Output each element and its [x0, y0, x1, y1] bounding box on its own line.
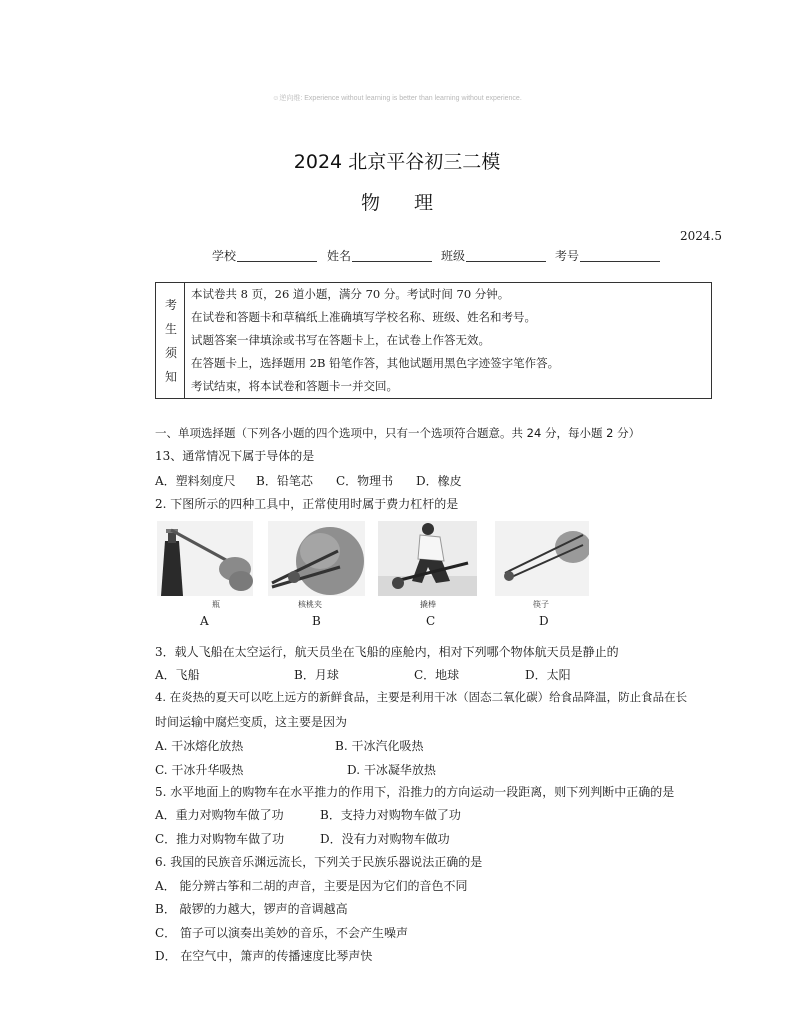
notice-line: 在答题卡上，选择题用 2B 铅笔作答，其他试题用黑色字迹签字笔作答。	[191, 356, 560, 370]
notice-line: 在试卷和答题卡和草稿纸上准确填写学校名称、班级、姓名和考号。	[191, 310, 536, 324]
q5-option-b: B．支持力对购物车做了功	[320, 808, 461, 822]
school-label: 学校	[212, 249, 237, 263]
question-1-stem: 13、通常情况下属于导体的是	[155, 449, 315, 463]
q1-option-a: A．塑料刻度尺	[155, 474, 236, 488]
section-heading: 一、单项选择题（下列各小题的四个选项中，只有一个选项符合题意。共 24 分，每小题 2 分）	[155, 426, 641, 440]
caption-crowbar: 撬棒	[420, 600, 436, 609]
bottle-opener-photo	[157, 521, 253, 596]
question-5-stem: 5. 水平地面上的购物车在水平推力的作用下，沿推力的方向运动一段距离，则下列判断中正确的是	[155, 785, 675, 799]
question-6-stem: 6. 我国的民族音乐渊远流长，下列关于民族乐器说法正确的是	[155, 855, 483, 869]
q4-option-c: C. 干冰升华吸热	[155, 763, 244, 777]
q4-option-d: D. 干冰凝华放热	[347, 763, 436, 777]
exam-no-field[interactable]	[555, 247, 660, 264]
name-blank[interactable]	[352, 249, 432, 262]
q1-option-c: C．物理书	[336, 474, 394, 488]
class-blank[interactable]	[466, 249, 546, 262]
subject-title: 物理	[360, 192, 467, 214]
name-label: 姓名	[327, 249, 352, 263]
q4-option-b: B. 干冰汽化吸热	[335, 739, 424, 753]
caption-bottle-opener: 瓶	[212, 600, 220, 609]
school-blank[interactable]	[237, 249, 317, 262]
notice-side-label	[156, 283, 185, 398]
label-a: A	[200, 614, 209, 628]
label-d: D	[539, 614, 549, 628]
notice-side-char: 生	[165, 322, 178, 336]
exam-no-blank[interactable]	[580, 249, 660, 262]
watermark: ☺逆向维: Experience without learning is better than learning without experience.	[272, 95, 522, 102]
chopsticks-photo	[495, 521, 589, 596]
page-title: 2024 北京平谷初三二模	[293, 151, 501, 173]
nutcracker-photo	[268, 521, 365, 596]
question-2-stem: 2. 下图所示的四种工具中，正常使用时属于费力杠杆的是	[155, 497, 459, 511]
label-b: B	[312, 614, 321, 628]
q4-option-a: A. 干冰熔化放热	[155, 739, 244, 753]
q6-option-b: B． 敲锣的力越大，锣声的音调越高	[155, 902, 348, 916]
q1-option-d: D．橡皮	[416, 474, 462, 488]
q5-option-d: D．没有力对购物车做功	[320, 832, 450, 846]
label-c: C	[426, 614, 436, 628]
name-field[interactable]	[327, 247, 432, 264]
q3-option-b: B．月球	[294, 668, 339, 682]
question-4-stem-line2: 时间运输中腐烂变质，这主要是因为	[155, 715, 348, 729]
class-field[interactable]	[441, 247, 546, 264]
q6-option-a: A． 能分辨古筝和二胡的声音，主要是因为它们的音色不同	[155, 879, 468, 893]
caption-chopsticks: 筷子	[533, 600, 549, 609]
notice-side-char: 知	[165, 370, 178, 384]
question-3-stem: 3．载人飞船在太空运行，航天员坐在飞船的座舱内，相对下列哪个物体航天员是静止的	[155, 645, 619, 659]
notice-line: 考试结束，将本试卷和答题卡一并交回。	[191, 379, 398, 393]
q1-option-b: B．铅笔芯	[256, 474, 313, 488]
question-4-stem-line1: 4. 在炎热的夏天可以吃上远方的新鲜食品，主要是利用干冰（固态二氧化碳）给食品降温，防止食品在长	[155, 690, 688, 704]
q5-option-c: C．推力对购物车做了功	[155, 832, 285, 846]
exam-date: 2024.5	[680, 229, 722, 243]
q6-option-c: C． 笛子可以演奏出美妙的音乐，不会产生噪声	[155, 926, 408, 940]
exam-no-label: 考号	[555, 249, 580, 263]
q3-option-a: A．飞船	[155, 668, 200, 682]
notice-side-char: 考	[165, 298, 178, 312]
q5-option-a: A．重力对购物车做了功	[155, 808, 284, 822]
class-label: 班级	[441, 249, 466, 263]
q6-option-d: D． 在空气中，箫声的传播速度比琴声快	[155, 949, 373, 963]
exam-notice-box	[155, 282, 712, 399]
notice-line: 试题答案一律填涂或书写在答题卡上，在试卷上作答无效。	[191, 333, 490, 347]
notice-line: 本试卷共 8 页，26 道小题，满分 70 分。考试时间 70 分钟。	[191, 287, 510, 301]
q3-option-d: D．太阳	[525, 668, 571, 682]
q3-option-c: C．地球	[414, 668, 460, 682]
school-field[interactable]	[212, 247, 317, 264]
notice-side-char: 须	[165, 346, 178, 360]
caption-nutcracker: 核桃夹	[298, 600, 322, 609]
crowbar-photo	[378, 521, 477, 596]
